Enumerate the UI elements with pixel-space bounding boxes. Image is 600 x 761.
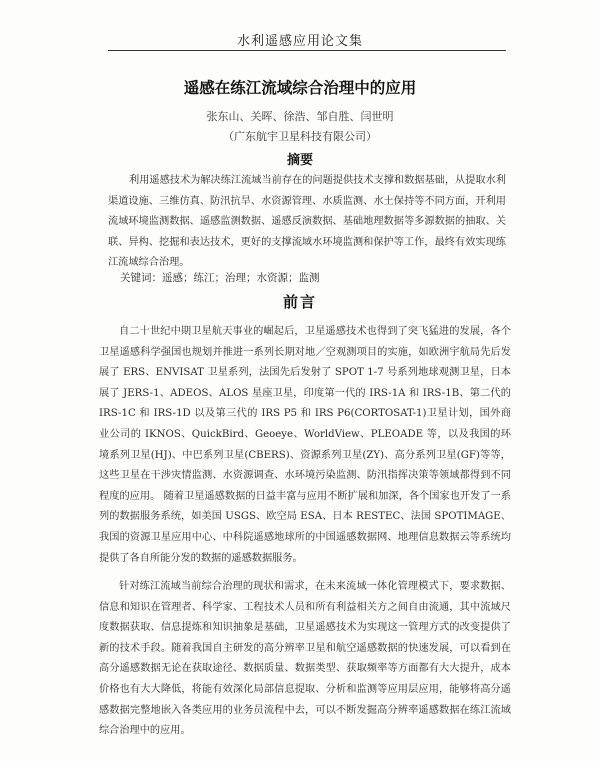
body-paragraph: 自二十世纪中期卫星航天事业的崛起后，卫星遥感技术也得到了突飞猛进的发展，各个卫星遥感科学强国也规划并推进一系列长期对地／空观测项目的实施，如欧洲宇航局先后发展了 ERS、ENVISAT 卫星系列，法国先后发射了 SPOT 1-7 号系列地球观测卫星，日本 展了 JERS-1、ADEOS、ALOS 星座卫星，印度第一代的 IRS-1A 和 IRS-1B、第二代的 IRS-1C 和 IRS-1D 以及第三代的 IRS P5 和 IRS P6(CORTOSAT-1)卫星计划，国外商业公司的 IKNOS、QuickBird、Geoeye、WorldView、PLEOADE 等，以及我国的环境系列卫星(HJ)、中巴系列卫星(CBERS)、资源系列卫星(ZY)、高分系列卫星(GF)等等，这些卫星在干涉灾情监测、水资源调查、水环境污染监测、防汛指挥决策等领域都得到不同程度的应用。 随着卫星遥感数据的日益丰富与应用不断扩展和加深，各个国家也开发了一系列的数据服务系统，如美国 USGS、欧空局 ESA、日本 RESTEC、法国 SPOTIMAGE、我国的资源卫星应用中心、中科院遥感地球所的中国遥感数据网、地理信息数据云等系统均提供了各自所能分发的数据的遥感数据服务。	[99, 326, 511, 564]
body-paragraph: 针对练江流域当前综合治理的现状和需求，在未来流域一体化管理模式下，要求数据、信息和知识在管理者、科学家、工程技术人员和所有利益相关方之间自由流通，其中流域尺度数据获取、信息提炼和知识抽象是基础，卫星遥感技术为实现这一管理方式的改变提供了新的技术手段。随着我国自主研发的高分辨率卫星和航空遥感数据的快速发展，可以看到在高分遥感数据无论在获取途径、数据质量、数据类型、获取频率等方面都有大大提升，成本价格也有大大降低，将能有效深化局部信息提取、分析和监测等应用层应用，能够将高分遥感数据完整地嵌入各类应用的业务员流程中去，可以不断发掘高分辨率遥感数据在练江流域综合治理中的应用。	[99, 581, 511, 737]
keywords-list: 遥感；练江；治理；水资源；监测	[162, 272, 320, 284]
keywords-line	[120, 270, 510, 285]
abstract-text: 利用遥感技术为解决练江流域当前存在的问题提供技术支撑和数据基础，从提取水利渠道设施、三维仿真、防汛抗旱、水资源管理、水质监测、水土保持等不同方面，开利用流域环境监测数据、遥感监测数据、遥感反演数据、基础地理数据等多源数据的抽取、关联、异构、挖掘和表达技术，更好的支撑流域水环境监测和保护等工作，最终有效实现练江流域综合治理。	[108, 175, 506, 268]
section-heading-preface: 前言	[282, 293, 317, 311]
paper-title: 遥感在练江流域综合治理中的应用	[183, 79, 417, 97]
authors-line: 张东山、关晖、徐浩、邹自胜、闫世明	[206, 110, 394, 123]
affiliation-line: （广东航宇卫星科技有限公司）	[223, 130, 377, 143]
header-rule	[108, 50, 506, 51]
keywords-label: 关键词：	[120, 272, 162, 284]
abstract-heading: 摘要	[286, 153, 313, 168]
running-header: 水利遥感应用论文集	[236, 34, 363, 49]
